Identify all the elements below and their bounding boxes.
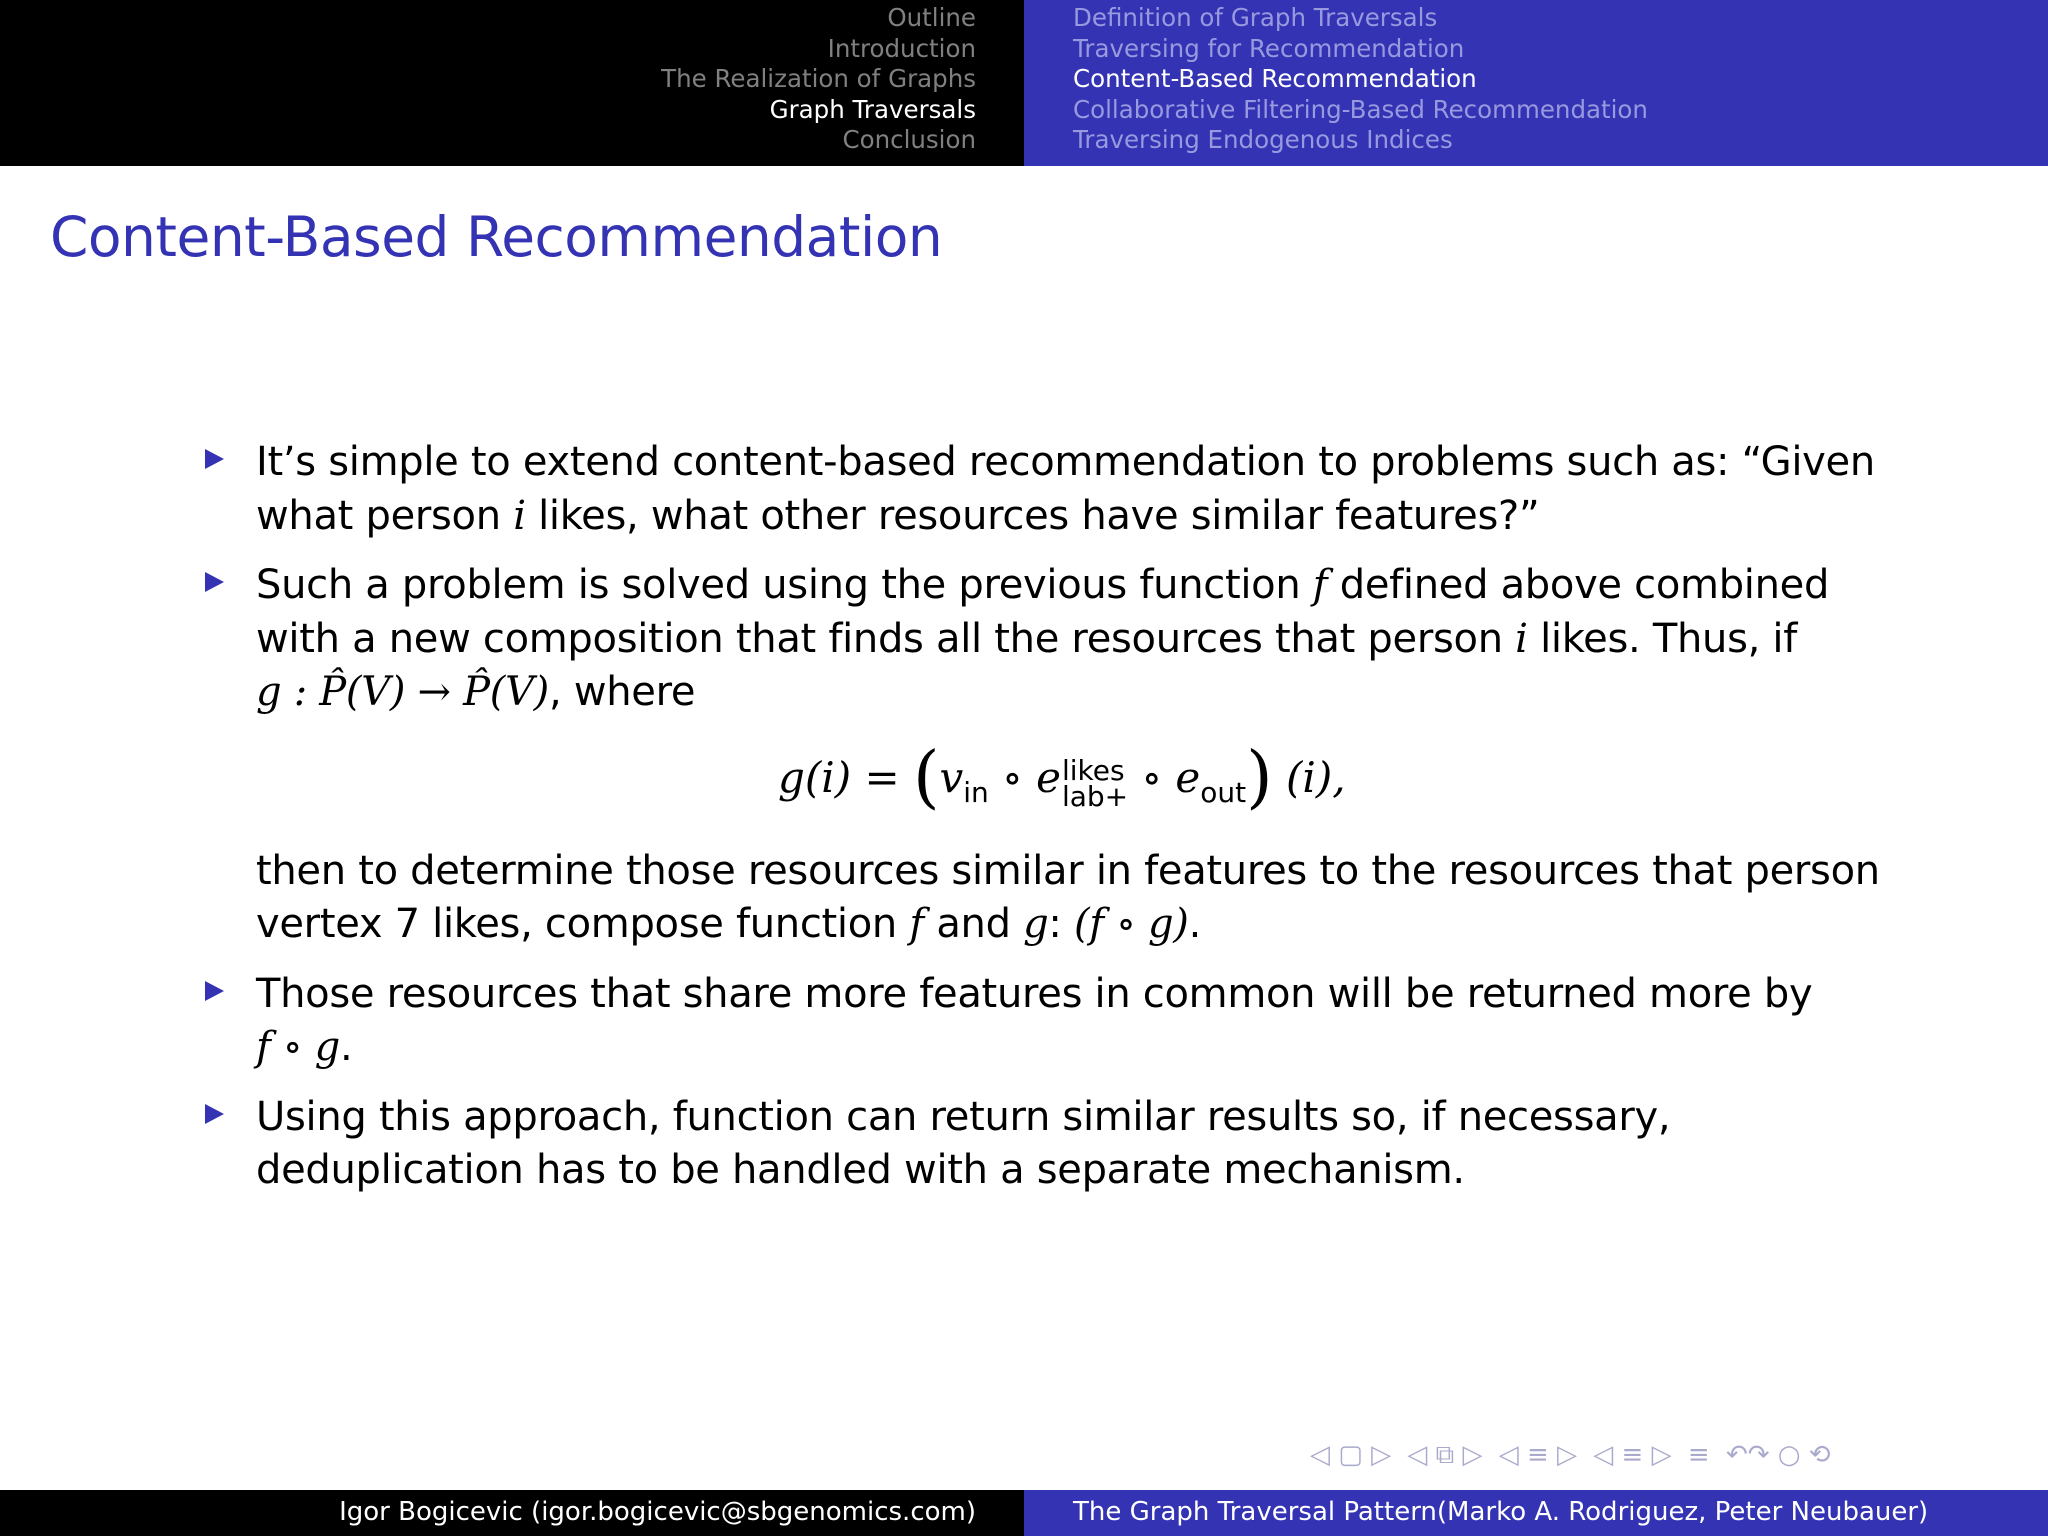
footer-talk-title: The Graph Traversal Pattern(Marko A. Rodriguez, Peter Neubauer) bbox=[1073, 1497, 1929, 1527]
frame-body bbox=[205, 436, 1905, 1198]
math-subscript: out bbox=[1200, 775, 1247, 809]
bullet-text-line: then to determine those resources similar in features to the resources that person bbox=[256, 847, 1880, 894]
math-subscript: lab+ bbox=[1061, 779, 1129, 813]
text-run: : bbox=[1048, 901, 1074, 947]
subsection-nav-traversing-for-recommendation[interactable]: Traversing for Recommendation bbox=[1073, 33, 1465, 63]
equation-rhs: (i), bbox=[1272, 752, 1346, 802]
footer-bar bbox=[0, 1490, 2048, 1536]
header-subsections-panel bbox=[1024, 0, 2048, 166]
bullet-text-line bbox=[256, 666, 1905, 720]
equation-content: $g(i) = (v_{in}$ ∘ e likes lab+ ∘ $e_{out}$) (i), bbox=[778, 737, 1346, 817]
section-nav bbox=[661, 3, 976, 156]
math-supsub bbox=[1061, 753, 1129, 813]
footer-author: Igor Bogicevic (igor.bogicevic@sbgenomics.com) bbox=[339, 1497, 976, 1527]
bullet-text-line: It’s simple to extend content-based recommendation to problems such as: “Given bbox=[256, 439, 1875, 485]
beamer-nav-symbols bbox=[1310, 1440, 1839, 1471]
text-run: likes, what other resources have similar features?” bbox=[525, 492, 1540, 539]
math-operator: ∘ e bbox=[1128, 752, 1201, 802]
text-run: Such a problem is solved using the previous function bbox=[256, 562, 1313, 608]
triangle-bullet-icon bbox=[205, 449, 224, 469]
text-run: defined above combined bbox=[1327, 562, 1830, 608]
bullet-text-line bbox=[256, 490, 1905, 544]
frame-title: Content-Based Recommendation bbox=[50, 205, 943, 269]
section-nav-graph-traversals[interactable]: Graph Traversals bbox=[769, 94, 976, 124]
math-superscript: likes bbox=[1061, 753, 1125, 787]
document-nav-icon[interactable]: ◁ ≡ ▷ bbox=[1593, 1440, 1672, 1470]
text-run: with a new composition that finds all the resources that person bbox=[256, 615, 1516, 662]
equation-lhs: g(i) = bbox=[778, 752, 913, 802]
math-variable: i bbox=[513, 492, 526, 539]
bullet-item bbox=[205, 968, 1905, 1075]
frame-nav-icon[interactable]: ◁ ▢ ▷ bbox=[1310, 1440, 1392, 1470]
bullet-text-line bbox=[256, 898, 1905, 952]
footer-author-panel bbox=[0, 1490, 1024, 1536]
text-run: , where bbox=[548, 669, 696, 715]
subsection-nav-icon[interactable]: ◁ ⧉ ▷ bbox=[1407, 1440, 1483, 1470]
display-equation bbox=[205, 720, 1905, 845]
section-nav-realization-of-graphs[interactable]: The Realization of Graphs bbox=[661, 64, 976, 93]
appendix-nav-icon[interactable]: ≡ bbox=[1687, 1440, 1710, 1470]
text-run: and bbox=[923, 901, 1024, 947]
subsection-nav bbox=[1073, 3, 1648, 156]
bullet-text-line: deduplication has to be handled with a separate mechanism. bbox=[256, 1147, 1465, 1193]
section-nav-outline[interactable]: Outline bbox=[887, 3, 976, 32]
text-run: what person bbox=[256, 492, 514, 539]
math-variable: i bbox=[1515, 615, 1528, 662]
bullet-text-line: Using this approach, function can return similar results so, if necessary, bbox=[256, 1093, 1671, 1140]
bullet-text-line bbox=[256, 1021, 1905, 1075]
subsection-nav-endogenous-indices[interactable]: Traversing Endogenous Indices bbox=[1073, 125, 1453, 154]
math-variable: f bbox=[1312, 562, 1328, 608]
math-operator: ∘ e bbox=[988, 752, 1061, 802]
search-back-forward-icon[interactable]: ↶↷ ○ ⟲ bbox=[1725, 1440, 1831, 1470]
text-run: vertex 7 likes, compose function bbox=[256, 901, 910, 947]
math-expression: f ∘ g bbox=[256, 1024, 340, 1070]
triangle-bullet-icon bbox=[205, 1104, 224, 1124]
bullet-text-line bbox=[256, 613, 1905, 667]
footer-talk-panel bbox=[1024, 1490, 2048, 1536]
triangle-bullet-icon bbox=[205, 981, 224, 1001]
subsection-nav-definition[interactable]: Definition of Graph Traversals bbox=[1073, 3, 1438, 32]
section-nav-conclusion[interactable]: Conclusion bbox=[842, 125, 976, 154]
math-variable: f bbox=[909, 901, 924, 947]
math-subscript: in bbox=[963, 775, 989, 809]
bullet-text-line: Those resources that share more features in common will be returned more by bbox=[256, 970, 1813, 1017]
triangle-bullet-icon bbox=[205, 572, 224, 592]
bullet-item bbox=[205, 436, 1905, 543]
header-sections-panel bbox=[0, 0, 1024, 166]
math-expression: (f ∘ g) bbox=[1074, 901, 1189, 947]
bullet-item bbox=[205, 559, 1905, 952]
text-run: likes. Thus, if bbox=[1527, 615, 1798, 662]
section-nav-introduction[interactable]: Introduction bbox=[827, 33, 976, 63]
subsection-nav-collaborative-filtering[interactable]: Collaborative Filtering-Based Recommendation bbox=[1073, 94, 1648, 124]
subsection-nav-content-based[interactable]: Content-Based Recommendation bbox=[1073, 64, 1477, 93]
text-run: . bbox=[1188, 901, 1201, 947]
bullet-item bbox=[205, 1091, 1905, 1198]
math-variable: g bbox=[1023, 901, 1049, 947]
bullet-text-line bbox=[256, 559, 1905, 613]
math-variable: v bbox=[939, 752, 964, 802]
math-expression: g : P̂(V) → P̂(V) bbox=[256, 669, 549, 715]
section-nav-icon[interactable]: ◁ ≡ ▷ bbox=[1498, 1440, 1578, 1470]
header-bar bbox=[0, 0, 2048, 166]
text-run: . bbox=[339, 1024, 353, 1070]
